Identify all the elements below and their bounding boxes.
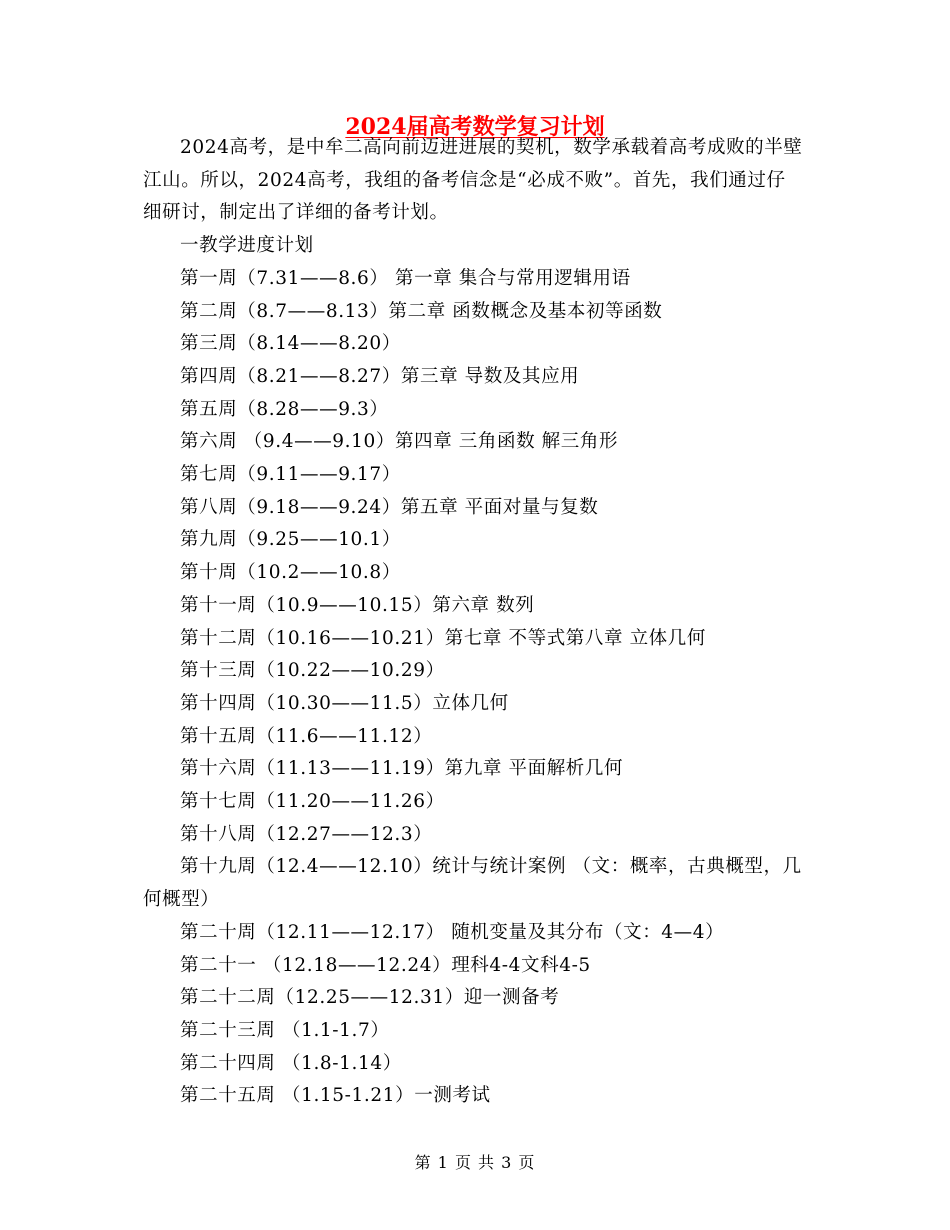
schedule-line: 第二十周（12.11——12.17） 随机变量及其分布（文：4—4）: [180, 921, 725, 943]
schedule-line: 第八周（9.18——9.24）第五章 平面对量与复数: [180, 496, 599, 518]
page-number-footer: 第 1 页 共 3 页: [414, 1153, 536, 1172]
schedule-line: 第十一周（10.9——10.15）第六章 数列: [180, 594, 535, 616]
section-heading: 一教学进度计划: [180, 235, 314, 257]
schedule-line: 第六周 （9.4——9.10）第四章 三角函数 解三角形: [180, 431, 619, 453]
schedule-line: 第二十一 （12.18——12.24）理科4-4文科4-5: [180, 954, 591, 976]
schedule-line: 第九周（9.25——10.1）: [180, 529, 401, 551]
schedule-line: 第三周（8.14——8.20）: [180, 333, 401, 355]
schedule-line: 第一周（7.31——8.6） 第一章 集合与常用逻辑用语: [180, 267, 631, 289]
schedule-line: 第十周（10.2——10.8）: [180, 562, 401, 584]
schedule-line: 第五周（8.28——9.3）: [180, 398, 389, 420]
schedule-line: 第十二周（10.16——10.21）第七章 不等式第八章 立体几何: [180, 627, 706, 649]
schedule-line: 第十四周（10.30——11.5）立体几何: [180, 692, 509, 714]
schedule-line: 第二十五周 （1.15-1.21）一测考试: [180, 1085, 491, 1107]
schedule-line: 第二十四周 （1.8-1.14）: [180, 1052, 402, 1074]
schedule-line: 第十五周（11.6——11.12）: [180, 725, 433, 747]
schedule-line: 第十八周（12.27——12.3）: [180, 823, 433, 845]
schedule-line: 第二十三周 （1.1-1.7）: [180, 1019, 390, 1041]
schedule-line: 第二十二周（12.25——12.31）迎一测备考: [180, 987, 560, 1009]
intro-paragraph: 2024高考，是中牟二高向前迈进进展的契机，数学承载着高考成败的半壁江山。所以，2024高考，我组的备考信念是“必成不败”。首先，我们通过仔细研讨，制定出了详细的备考计划。: [143, 137, 803, 224]
document-body: [143, 132, 803, 1113]
schedule-line: 第十七周（11.20——11.26）: [180, 791, 445, 813]
schedule-line: 第二周（8.7——8.13）第二章 函数概念及基本初等函数: [180, 300, 663, 322]
document-title: 2024届高考数学复习计划: [345, 114, 605, 140]
schedule-line: 第七周（9.11——9.17）: [180, 464, 401, 486]
schedule-line: 第四周（8.21——8.27）第三章 导数及其应用: [180, 365, 580, 387]
schedule-line: 第十六周（11.13——11.19）第九章 平面解析几何: [180, 758, 624, 780]
schedule-line: 第十三周（10.22——10.29）: [180, 660, 445, 682]
schedule-line: 第十九周（12.4——12.10）统计与统计案例 （文：概率，古典概型，几何概型）: [143, 856, 802, 911]
